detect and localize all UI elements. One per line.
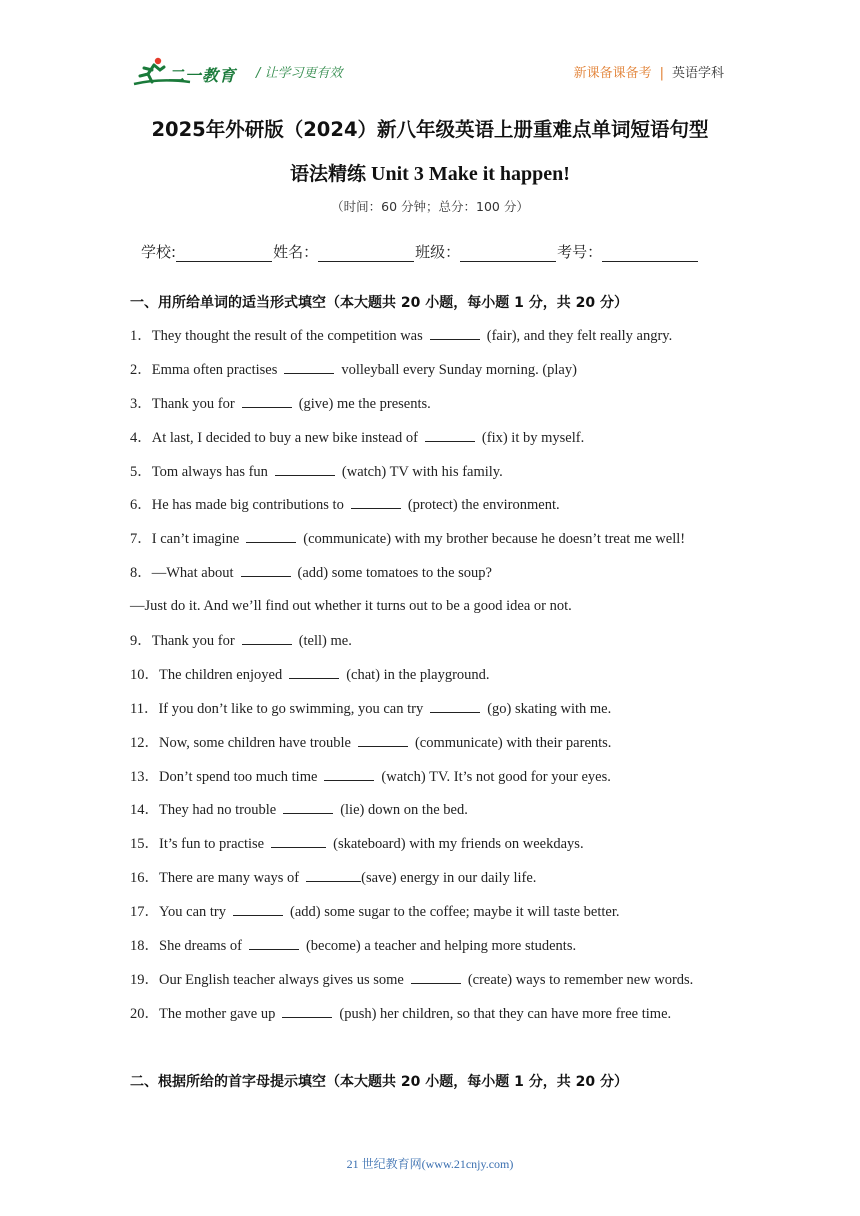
question-item (130, 1003, 750, 1037)
question-hint: (communicate) with their parents. (414, 734, 612, 751)
answer-blank[interactable] (275, 461, 335, 476)
question-text: 14．They had no trouble (130, 802, 277, 819)
question-list (130, 325, 750, 1037)
question-text: —Just do it. And we’ll find out whether it turns out to be a good idea or not. (130, 598, 572, 615)
title-line2-chinese: 语法精练 (290, 163, 367, 185)
answer-blank[interactable] (241, 562, 291, 577)
exam-number-blank[interactable] (602, 245, 698, 262)
document-title-line2 (0, 159, 860, 186)
question-text: 20．The mother gave up (130, 1005, 276, 1022)
question-hint: (give) me the presents. (298, 395, 431, 412)
question-hint: (save) energy in our daily life. (361, 870, 537, 887)
question-item (130, 698, 750, 732)
title-line2-english: Unit 3 Make it happen! (366, 163, 570, 185)
question-item (130, 799, 750, 833)
answer-blank[interactable] (324, 766, 374, 781)
question-text: 13．Don’t spend too much time (130, 768, 318, 785)
question-item (130, 833, 750, 867)
answer-blank[interactable] (306, 867, 361, 882)
question-item (130, 325, 750, 359)
question-item (130, 494, 750, 528)
name-blank[interactable] (318, 245, 414, 262)
answer-blank[interactable] (351, 494, 401, 509)
name-label: 姓名： (273, 243, 319, 261)
question-text: 7．I can’t imagine (130, 531, 240, 548)
answer-blank[interactable] (284, 359, 334, 374)
question-text: 12．Now, some children have trouble (130, 734, 351, 751)
question-text: 3．Thank you for (130, 395, 235, 412)
question-item (130, 461, 750, 495)
question-hint: (skateboard) with my friends on weekdays. (333, 836, 584, 853)
question-item (130, 630, 750, 664)
question-text: 10．The children enjoyed (130, 666, 283, 683)
question-text: 5．Tom always has fun (130, 463, 268, 480)
question-hint: (fair), and they felt really angry. (486, 328, 673, 344)
answer-blank[interactable] (358, 732, 408, 747)
question-hint: (add) some tomatoes to the soup? (297, 565, 492, 582)
question-item (130, 969, 750, 1003)
question-item (130, 427, 750, 461)
question-hint: (watch) TV. It’s not good for your eyes. (381, 768, 611, 785)
question-item (130, 562, 750, 596)
question-item (130, 359, 750, 393)
answer-blank[interactable] (242, 630, 292, 645)
answer-blank[interactable] (282, 1003, 332, 1018)
question-hint: (tell) me. (298, 633, 352, 650)
question-item (130, 393, 750, 427)
answer-blank[interactable] (425, 427, 475, 442)
question-item (130, 528, 750, 562)
section1-heading: 一、用所给单词的适当形式填空（本大题共 20 小题，每小题 1 分，共 20 分） (130, 295, 628, 311)
question-text: 16．There are many ways of (130, 870, 300, 887)
tag-separator: | (659, 66, 664, 81)
answer-blank[interactable] (233, 901, 283, 916)
question-hint: (create) ways to remember new words. (467, 971, 694, 988)
question-hint: (lie) down on the bed. (340, 802, 468, 819)
question-hint: (chat) in the playground. (346, 666, 490, 683)
question-text: 19．Our English teacher always gives us some (130, 971, 404, 988)
footer-source: 21 世纪教育网(www.21cnjy.com) (346, 1157, 514, 1171)
page-header (0, 0, 860, 100)
class-blank[interactable] (460, 245, 556, 262)
question-text: 11．If you don’t like to go swimming, you can try (130, 700, 424, 717)
answer-blank[interactable] (430, 325, 480, 340)
question-hint: (add) some sugar to the coffee; maybe it will taste better. (290, 904, 620, 921)
question-item (130, 901, 750, 935)
question-hint: (push) her children, so that they can have more free time. (339, 1005, 672, 1022)
question-item (130, 596, 750, 630)
question-text: 2．Emma often practises (130, 361, 278, 378)
question-item (130, 732, 750, 766)
section2-heading: 二、根据所给的首字母提示填空（本大题共 20 小题，每小题 1 分，共 20 分） (130, 1074, 628, 1090)
answer-blank[interactable] (246, 528, 296, 543)
question-text: 6．He has made big contributions to (130, 497, 344, 514)
question-text: 8．—What about (130, 565, 234, 582)
subject-tag: 英语学科 (671, 66, 724, 81)
header-tags (574, 62, 724, 81)
question-item (130, 867, 750, 901)
question-hint: (watch) TV with his family. (341, 463, 503, 480)
class-label: 班级： (415, 243, 461, 261)
question-item (130, 766, 750, 800)
answer-blank[interactable] (411, 969, 461, 984)
answer-blank[interactable] (430, 698, 480, 713)
answer-blank[interactable] (289, 664, 339, 679)
question-hint: (protect) the environment. (407, 497, 560, 514)
answer-blank[interactable] (249, 935, 299, 950)
question-text: 4．At last, I decided to buy a new bike instead of (130, 429, 418, 446)
question-hint: (communicate) with my brother because he doesn’t treat me well! (303, 531, 686, 548)
question-text: 18．She dreams of (130, 938, 242, 955)
answer-blank[interactable] (242, 393, 292, 408)
question-item (130, 935, 750, 969)
logo-text: 二一教育 (168, 66, 237, 85)
question-text: 9．Thank you for (130, 633, 235, 650)
student-info-fields (141, 241, 699, 262)
answer-blank[interactable] (271, 833, 326, 848)
question-text: 17．You can try (130, 904, 226, 921)
question-text: 1．They thought the result of the competition was (130, 328, 423, 344)
question-hint: volleyball every Sunday morning. (play) (341, 361, 577, 378)
question-hint: (become) a teacher and helping more students. (305, 938, 577, 955)
question-item (130, 664, 750, 698)
time-score-info: （时间：60 分钟；总分：100 分） (331, 199, 529, 214)
question-hint: (fix) it by myself. (481, 429, 585, 446)
school-blank[interactable] (176, 245, 272, 262)
answer-blank[interactable] (283, 799, 333, 814)
exam-number-label: 考号： (557, 243, 603, 261)
slogan: / 让学习更有效 (256, 66, 343, 81)
course-tag: 新课备课备考 (573, 66, 652, 81)
question-hint: (go) skating with me. (487, 700, 612, 717)
document-title-line1: 2025年外研版（2024）新八年级英语上册重难点单词短语句型 (151, 118, 709, 141)
school-label: 学校: (141, 243, 177, 261)
question-text: 15．It’s fun to practise (130, 836, 265, 853)
